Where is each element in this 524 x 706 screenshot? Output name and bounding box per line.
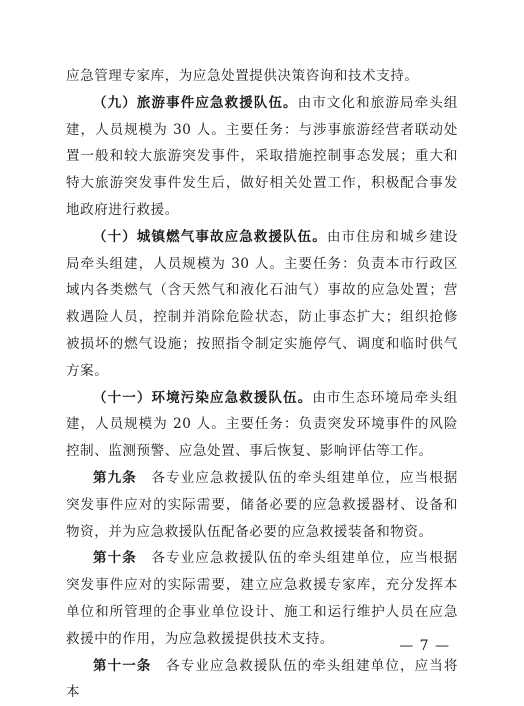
paragraph-gas-team bbox=[66, 224, 458, 385]
article-9-text: 各专业应急救援队伍的牵头组建单位，应当根据突发事件应对的实际需要，储备必要的应急救援器材、设备和物资，并为应急救援队伍配备必要的应急救援装备和物资。 bbox=[66, 469, 458, 540]
document-body bbox=[66, 63, 458, 706]
page-number: — 7 — bbox=[399, 638, 450, 654]
article-10 bbox=[66, 545, 458, 652]
article-9-lead: 第九条 bbox=[93, 469, 137, 486]
paragraph-environment-team bbox=[66, 385, 458, 465]
article-10-text: 各专业应急救援队伍的牵头组建单位，应当根据突发事件应对的实际需要，建立应急救援专家库，充分发挥本单位和所管理的企事业单位设计、施工和运行维护人员在应急救援中的作用，为应急救援提供技术支持。 bbox=[66, 550, 458, 647]
paragraph-tourism-team-text: 由市文化和旅游局牵头组建，人员规模为 30 人。主要任务：与涉事旅游经营者联动处置一般和较大旅游突发事件，采取措施控制事态发展；重大和特大旅游突发事件发生后，做好相关处置工作，积极配合事发地政府进行救援。 bbox=[66, 94, 458, 218]
paragraph-tourism-team bbox=[66, 90, 458, 224]
paragraph-1-text: 应急管理专家库，为应急处置提供决策咨询和技术支持。 bbox=[66, 68, 419, 84]
article-11-lead: 第十一条 bbox=[93, 657, 152, 674]
article-11-text: 各专业应急救援队伍的牵头组建单位，应当将本 bbox=[66, 657, 458, 701]
paragraph-1 bbox=[66, 63, 458, 90]
paragraph-environment-team-lead: （十一）环境污染应急救援队伍。 bbox=[93, 389, 313, 406]
article-10-lead: 第十条 bbox=[93, 550, 137, 567]
article-9 bbox=[66, 465, 458, 545]
paragraph-gas-team-lead: （十）城镇燃气事故应急救援队伍。 bbox=[93, 228, 327, 245]
paragraph-tourism-team-lead: （九）旅游事件应急救援队伍。 bbox=[93, 94, 298, 111]
article-11 bbox=[66, 653, 458, 706]
paragraph-environment-team-text: 由市生态环境局牵头组建，人员规模为 20 人。主要任务：负责突发环境事件的风险控制、监测预警、应急处置、事后恢复、影响评估等工作。 bbox=[66, 389, 458, 460]
paragraph-gas-team-text: 由市住房和城乡建设局牵头组建，人员规模为 30 人。主要任务：负责本市行政区域内各类燃气（含天然气和液化石油气）事故的应急处置；营救遇险人员，控制并消除危险状态，防止事态扩大；组织抢修被损坏的燃气设施；按照指令制定实施停气、调度和临时供气方案。 bbox=[66, 228, 458, 379]
